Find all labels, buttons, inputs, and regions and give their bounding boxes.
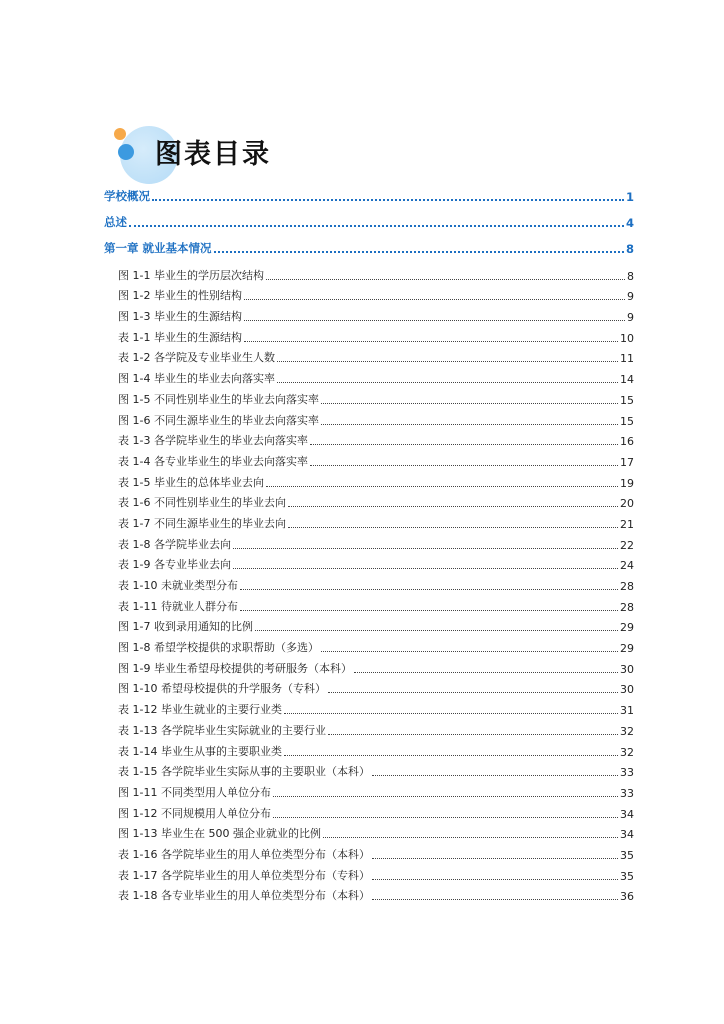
toc-page-number: 32 <box>620 724 634 738</box>
toc-page-number: 19 <box>620 476 634 490</box>
toc-item-label: 表 1-3 各学院毕业生的毕业去向落实率 <box>118 434 308 448</box>
toc-page-number: 9 <box>627 290 634 304</box>
toc-page-number: 34 <box>620 807 634 821</box>
toc-page-number: 31 <box>620 704 634 718</box>
toc-leader-dots <box>372 878 618 880</box>
toc-page-number: 17 <box>620 455 634 469</box>
toc-item[interactable] <box>104 655 634 676</box>
toc-item-label: 图 1-7 收到录用通知的比例 <box>118 620 253 634</box>
toc-page-number: 30 <box>620 683 634 697</box>
toc-item-label: 表 1-11 待就业人群分布 <box>118 599 238 613</box>
toc-item-label: 图 1-5 不同性别毕业生的毕业去向落实率 <box>118 392 319 406</box>
toc-leader-dots <box>152 198 624 201</box>
toc-leader-dots <box>372 898 618 900</box>
toc-page-number: 30 <box>620 662 634 676</box>
toc-page-number: 16 <box>620 435 634 449</box>
toc-page-number: 29 <box>620 621 634 635</box>
toc-leader-dots <box>129 224 624 227</box>
toc-page-number: 32 <box>620 745 634 759</box>
toc-page-number: 36 <box>620 890 634 904</box>
toc-item-label: 图 1-4 毕业生的毕业去向落实率 <box>118 372 275 386</box>
toc-page-number: 8 <box>627 269 634 283</box>
toc-leader-dots <box>328 733 618 735</box>
toc-item-list <box>104 262 634 903</box>
toc-leader-dots <box>233 547 618 549</box>
toc-section-label: 第一章 就业基本情况 <box>104 241 212 255</box>
toc-page-number: 8 <box>625 242 634 256</box>
toc-page-number: 28 <box>620 600 634 614</box>
toc-item-label: 表 1-4 各专业毕业生的毕业去向落实率 <box>118 454 308 468</box>
toc-item-label: 表 1-15 各学院毕业生实际从事的主要职业（本科） <box>118 765 370 779</box>
toc-item[interactable] <box>104 386 634 407</box>
toc-item-label: 表 1-1 毕业生的生源结构 <box>118 330 242 344</box>
toc-leader-dots <box>273 795 618 797</box>
toc-item[interactable] <box>104 738 634 759</box>
deco-circle-orange <box>114 128 126 140</box>
toc-item[interactable] <box>104 324 634 345</box>
toc-item[interactable] <box>104 614 634 635</box>
toc-item[interactable] <box>104 365 634 386</box>
toc-item-label: 图 1-10 希望母校提供的升学服务（专科） <box>118 682 326 696</box>
toc-item[interactable] <box>104 531 634 552</box>
page-title: 图表目录 <box>155 139 271 170</box>
toc-page-number: 20 <box>620 497 634 511</box>
toc-leader-dots <box>266 278 625 280</box>
toc-item[interactable] <box>104 262 634 283</box>
toc-page-number: 29 <box>620 642 634 656</box>
toc-leader-dots <box>255 629 618 631</box>
toc-leader-dots <box>266 485 618 487</box>
toc-item[interactable] <box>104 593 634 614</box>
toc-item-label: 表 1-7 不同生源毕业生的毕业去向 <box>118 516 286 530</box>
toc-leader-dots <box>354 671 618 673</box>
toc-page-number: 35 <box>620 869 634 883</box>
toc-page-number: 24 <box>620 559 634 573</box>
toc-page-number: 4 <box>625 216 634 230</box>
toc-item[interactable] <box>104 345 634 366</box>
toc-leader-dots <box>323 836 618 838</box>
toc-section[interactable] <box>104 178 634 204</box>
toc-item[interactable] <box>104 841 634 862</box>
toc-item[interactable] <box>104 407 634 428</box>
toc-item-label: 表 1-16 各学院毕业生的用人单位类型分布（本科） <box>118 847 370 861</box>
toc-leader-dots <box>310 443 618 445</box>
toc-leader-dots <box>310 464 618 466</box>
toc-item-label: 表 1-9 各专业毕业去向 <box>118 558 231 572</box>
toc-item[interactable] <box>104 821 634 842</box>
toc-leader-dots <box>288 526 618 528</box>
toc-leader-dots <box>214 250 624 253</box>
toc-item[interactable] <box>104 448 634 469</box>
toc-item[interactable] <box>104 510 634 531</box>
toc-leader-dots <box>321 402 618 404</box>
toc-page-number: 14 <box>620 373 634 387</box>
toc-page-number: 21 <box>620 517 634 531</box>
toc-item[interactable] <box>104 862 634 883</box>
toc-item-label: 表 1-12 毕业生就业的主要行业类 <box>118 703 282 717</box>
toc-page-number: 15 <box>620 414 634 428</box>
toc-leader-dots <box>277 381 618 383</box>
toc-item-label: 图 1-13 毕业生在 500 强企业就业的比例 <box>118 827 321 841</box>
toc-leader-dots <box>321 423 618 425</box>
toc-leader-dots <box>284 754 618 756</box>
toc-item-label: 图 1-8 希望学校提供的求职帮助（多选） <box>118 641 319 655</box>
toc-item[interactable] <box>104 696 634 717</box>
toc-item[interactable] <box>104 552 634 573</box>
toc-item[interactable] <box>104 303 634 324</box>
toc-item-label: 表 1-5 毕业生的总体毕业去向 <box>118 475 264 489</box>
toc-leader-dots <box>233 567 618 569</box>
toc-item[interactable] <box>104 428 634 449</box>
toc-section-label: 学校概况 <box>104 189 150 203</box>
toc-item[interactable] <box>104 572 634 593</box>
toc-leader-dots <box>240 588 618 590</box>
toc-item-label: 表 1-13 各学院毕业生实际就业的主要行业 <box>118 723 326 737</box>
toc-leader-dots <box>284 712 618 714</box>
toc-leader-dots <box>240 609 618 611</box>
toc-leader-dots <box>372 774 618 776</box>
toc-item[interactable] <box>104 490 634 511</box>
toc-item[interactable] <box>104 283 634 304</box>
toc-section[interactable] <box>104 230 634 256</box>
toc-item[interactable] <box>104 634 634 655</box>
toc-leader-dots <box>273 816 618 818</box>
toc-item[interactable] <box>104 676 634 697</box>
toc-leader-dots <box>321 650 618 652</box>
toc-page-number: 1 <box>625 190 634 204</box>
toc-page-number: 11 <box>620 352 634 366</box>
toc-item[interactable] <box>104 779 634 800</box>
toc-section[interactable] <box>104 204 634 230</box>
toc-item[interactable] <box>104 800 634 821</box>
toc-page-number: 33 <box>620 786 634 800</box>
toc-item-label: 表 1-8 各学院毕业去向 <box>118 537 231 551</box>
toc-leader-dots <box>328 691 618 693</box>
toc-page-number: 10 <box>620 331 634 345</box>
toc-page-number: 34 <box>620 828 634 842</box>
toc-leader-dots <box>244 340 618 342</box>
toc-item-label: 表 1-18 各专业毕业生的用人单位类型分布（本科） <box>118 889 370 903</box>
toc-item-label: 图 1-2 毕业生的性别结构 <box>118 289 242 303</box>
toc-page-number: 28 <box>620 580 634 593</box>
toc-section-label: 总述 <box>104 215 127 229</box>
toc-item-label: 图 1-9 毕业生希望母校提供的考研服务（本科） <box>118 661 352 675</box>
toc-item-label: 表 1-10 未就业类型分布 <box>118 579 238 592</box>
toc-item-label: 图 1-6 不同生源毕业生的毕业去向落实率 <box>118 413 319 427</box>
table-of-contents <box>104 178 634 903</box>
toc-leader-dots <box>244 298 625 300</box>
toc-item[interactable] <box>104 469 634 490</box>
deco-circle-blue <box>118 144 134 160</box>
toc-leader-dots <box>277 360 618 362</box>
toc-item-label: 图 1-1 毕业生的学历层次结构 <box>118 268 264 282</box>
toc-page-number: 22 <box>620 538 634 552</box>
toc-item-label: 图 1-11 不同类型用人单位分布 <box>118 785 271 799</box>
toc-page-number: 35 <box>620 848 634 862</box>
toc-page-number: 9 <box>627 311 634 325</box>
toc-item-label: 表 1-14 毕业生从事的主要职业类 <box>118 744 282 758</box>
toc-page-number: 15 <box>620 393 634 407</box>
toc-item-label: 表 1-17 各学院毕业生的用人单位类型分布（专科） <box>118 868 370 882</box>
toc-item[interactable] <box>104 717 634 738</box>
toc-item-label: 图 1-3 毕业生的生源结构 <box>118 310 242 324</box>
toc-item-label: 表 1-2 各学院及专业毕业生人数 <box>118 351 275 365</box>
toc-item-label: 表 1-6 不同性别毕业生的毕业去向 <box>118 496 286 510</box>
toc-leader-dots <box>288 505 618 507</box>
toc-item-label: 图 1-12 不同规模用人单位分布 <box>118 806 271 820</box>
toc-item[interactable] <box>104 759 634 780</box>
toc-leader-dots <box>372 857 618 859</box>
toc-leader-dots <box>244 319 625 321</box>
toc-page-number: 33 <box>620 766 634 780</box>
toc-item[interactable] <box>104 883 634 904</box>
